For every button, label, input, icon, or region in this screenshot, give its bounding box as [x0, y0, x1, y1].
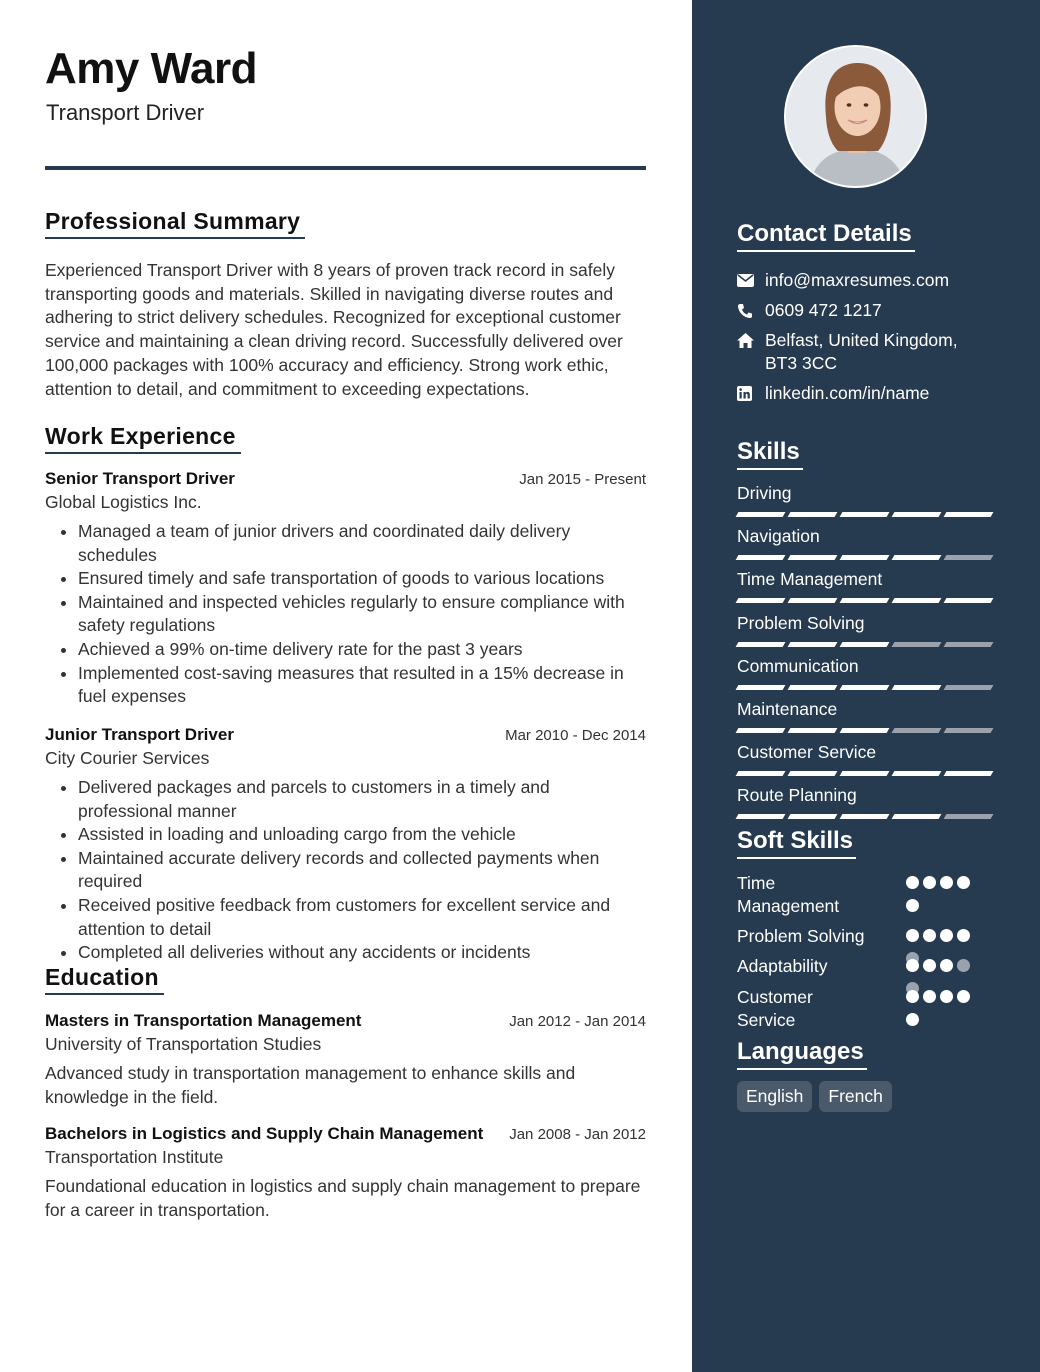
soft-skill-label: Time Management [737, 873, 840, 916]
candidate-name: Amy Ward [45, 44, 257, 93]
skill-label: Driving [737, 483, 792, 503]
job-bullet: • Ensured timely and safe transportation of goods to various locations [78, 567, 646, 591]
contact-email-text: info@maxresumes.com [765, 270, 950, 290]
skill-label: Navigation [737, 526, 820, 547]
skill-level-segment [840, 642, 890, 647]
skill-level-bar [737, 814, 992, 819]
skill-level-bar [737, 771, 992, 776]
skill-level-segment [944, 771, 994, 776]
school-name: Transportation Institute [45, 1147, 224, 1167]
skill-level-segment [944, 555, 994, 560]
skill-level-segment [892, 814, 942, 819]
school-name: University of Transportation Studies [45, 1034, 322, 1054]
skill-level-segment [944, 728, 994, 733]
degree-title: Bachelors in Logistics and Supply Chain Management [45, 1124, 484, 1143]
job-bullet: • Achieved a 99% on-time delivery rate for the past 3 years [78, 638, 646, 662]
skill-level-segment [788, 512, 838, 517]
summary-heading: Professional Summary [45, 208, 305, 239]
contact-linkedin[interactable] [737, 382, 929, 405]
job-bullet: • Managed a team of junior drivers and coordinated daily delivery schedules [78, 520, 646, 567]
skill-level-bar [737, 598, 992, 603]
rating-dot [940, 959, 953, 972]
job-bullet: • Received positive feedback from customers for excellent service and attention to detail [78, 894, 646, 941]
rating-dot [957, 876, 970, 889]
skill-level-segment [840, 555, 890, 560]
soft-skill-rating [906, 990, 986, 1026]
skill-level-segment [788, 642, 838, 647]
languages-heading: Languages [737, 1038, 867, 1070]
job-bullets [45, 776, 646, 965]
job-date: Jan 2015 - Present [519, 471, 646, 488]
languages-list [737, 1081, 892, 1112]
skill-label: Time Management [737, 569, 883, 590]
skill-level-segment [788, 728, 838, 733]
skill-level-segment [788, 555, 838, 560]
skill-level-segment [736, 598, 786, 603]
rating-dot [906, 959, 919, 972]
job-title: Senior Transport Driver [45, 469, 235, 488]
skill-level-bar [737, 555, 992, 560]
language-tag: French [819, 1081, 891, 1112]
job-entry [45, 469, 646, 709]
experience-heading: Work Experience [45, 423, 241, 454]
contact-address [737, 329, 997, 375]
rating-dot [923, 929, 936, 942]
soft-skill-label: Adaptability [737, 956, 828, 976]
skill-level-segment [736, 814, 786, 819]
skill-level-segment [788, 771, 838, 776]
job-company: Global Logistics Inc. [45, 492, 202, 512]
job-date: Mar 2010 - Dec 2014 [505, 727, 646, 744]
rating-dot [923, 876, 936, 889]
education-entry [45, 1124, 646, 1222]
skill-level-segment [736, 555, 786, 560]
skill-level-segment [840, 814, 890, 819]
skill-level-segment [944, 512, 994, 517]
home-icon [737, 329, 765, 352]
skill-level-segment [944, 598, 994, 603]
skill-level-segment [736, 771, 786, 776]
skills-heading: Skills [737, 438, 803, 470]
language-tag: English [737, 1081, 812, 1112]
skill-level-segment [788, 685, 838, 690]
skill-level-segment [840, 685, 890, 690]
skill-level-segment [788, 814, 838, 819]
education-description: Advanced study in transportation management to enhance skills and knowledge in the field. [45, 1063, 576, 1107]
job-entry [45, 725, 646, 965]
summary-text: Experienced Transport Driver with 8 years of proven track record in safely transporting goods and materials. Skilled in navigating diverse routes and adhering to strict delivery schedules. Recognized for exceptional customer service and maintaining a clean driving record. Successfully delivered over 100,000 packages with 100% accuracy and efficiency. Strong work ethic, attention to detail, and commitment to exceeding expectations. [45, 260, 623, 399]
profile-photo [784, 45, 927, 188]
job-bullet: • Implemented cost-saving measures that resulted in a 15% decrease in fuel expenses [78, 662, 646, 709]
rating-dot [957, 959, 970, 972]
soft-skill-label: Problem Solving [737, 926, 865, 946]
skill-label: Route Planning [737, 785, 857, 806]
avatar-portrait-icon [786, 47, 927, 188]
candidate-title: Transport Driver [46, 100, 205, 125]
skill-level-segment [892, 771, 942, 776]
skill-level-bar [737, 685, 992, 690]
skill-level-segment [944, 814, 994, 819]
contact-linkedin-text: linkedin.com/in/name [765, 383, 930, 403]
rating-dot [957, 929, 970, 942]
job-bullet: • Delivered packages and parcels to customers in a timely and professional manner [78, 776, 646, 823]
contact-email[interactable] [737, 269, 949, 292]
skill-level-segment [840, 512, 890, 517]
rating-dot [906, 876, 919, 889]
skill-level-segment [840, 771, 890, 776]
skill-level-segment [736, 728, 786, 733]
rating-dot [940, 990, 953, 1003]
header-divider [45, 166, 646, 170]
education-entry [45, 1011, 646, 1109]
rating-dot [923, 990, 936, 1003]
job-bullet: • Maintained and inspected vehicles regularly to ensure compliance with safety regulations [78, 591, 646, 638]
skill-level-segment [788, 598, 838, 603]
skill-level-segment [736, 512, 786, 517]
rating-dot [906, 899, 919, 912]
education-heading: Education [45, 964, 164, 995]
degree-title: Masters in Transportation Management [45, 1011, 362, 1030]
skill-level-bar [737, 728, 992, 733]
linkedin-icon [737, 382, 765, 405]
skill-level-segment [944, 642, 994, 647]
skill-level-segment [892, 555, 942, 560]
rating-dot [906, 929, 919, 942]
envelope-icon [737, 269, 765, 292]
rating-dot [906, 990, 919, 1003]
education-date: Jan 2008 - Jan 2012 [509, 1126, 646, 1143]
rating-dot [906, 1013, 919, 1026]
skill-level-segment [892, 598, 942, 603]
job-bullet: • Completed all deliveries without any accidents or incidents [78, 941, 646, 965]
skill-label: Customer Service [737, 742, 877, 763]
job-company: City Courier Services [45, 748, 210, 768]
skill-label: Problem Solving [737, 612, 865, 633]
job-bullets [45, 520, 646, 709]
skill-level-segment [892, 685, 942, 690]
education-description: Foundational education in logistics and supply chain management to prepare for a career in transportation. [45, 1176, 641, 1220]
skill-level-bar [737, 512, 992, 517]
soft-skill-rating [906, 876, 986, 912]
job-bullet: • Maintained accurate delivery records and collected payments when required [78, 847, 646, 894]
rating-dot [940, 876, 953, 889]
job-bullet: • Assisted in loading and unloading cargo from the vehicle [78, 823, 646, 847]
skill-label: Maintenance [737, 699, 838, 719]
skill-level-segment [736, 642, 786, 647]
education-date: Jan 2012 - Jan 2014 [509, 1013, 646, 1030]
skill-level-segment [736, 685, 786, 690]
contact-phone[interactable] [737, 299, 882, 322]
skill-level-segment [892, 642, 942, 647]
skill-level-segment [944, 685, 994, 690]
phone-icon [737, 299, 765, 322]
contact-phone-text: 0609 472 1217 [765, 300, 882, 320]
rating-dot [923, 959, 936, 972]
contact-address-text: Belfast, United Kingdom, BT3 3CC [765, 330, 958, 373]
skill-level-segment [892, 512, 942, 517]
skill-level-segment [892, 728, 942, 733]
skill-level-bar [737, 642, 992, 647]
soft-skill-label: Customer Service [737, 987, 813, 1030]
skill-level-segment [840, 598, 890, 603]
rating-dot [940, 929, 953, 942]
contact-heading: Contact Details [737, 220, 915, 252]
rating-dot [957, 990, 970, 1003]
skill-level-segment [840, 728, 890, 733]
job-title: Junior Transport Driver [45, 725, 234, 744]
soft-skills-heading: Soft Skills [737, 827, 856, 859]
skill-label: Communication [737, 655, 859, 676]
